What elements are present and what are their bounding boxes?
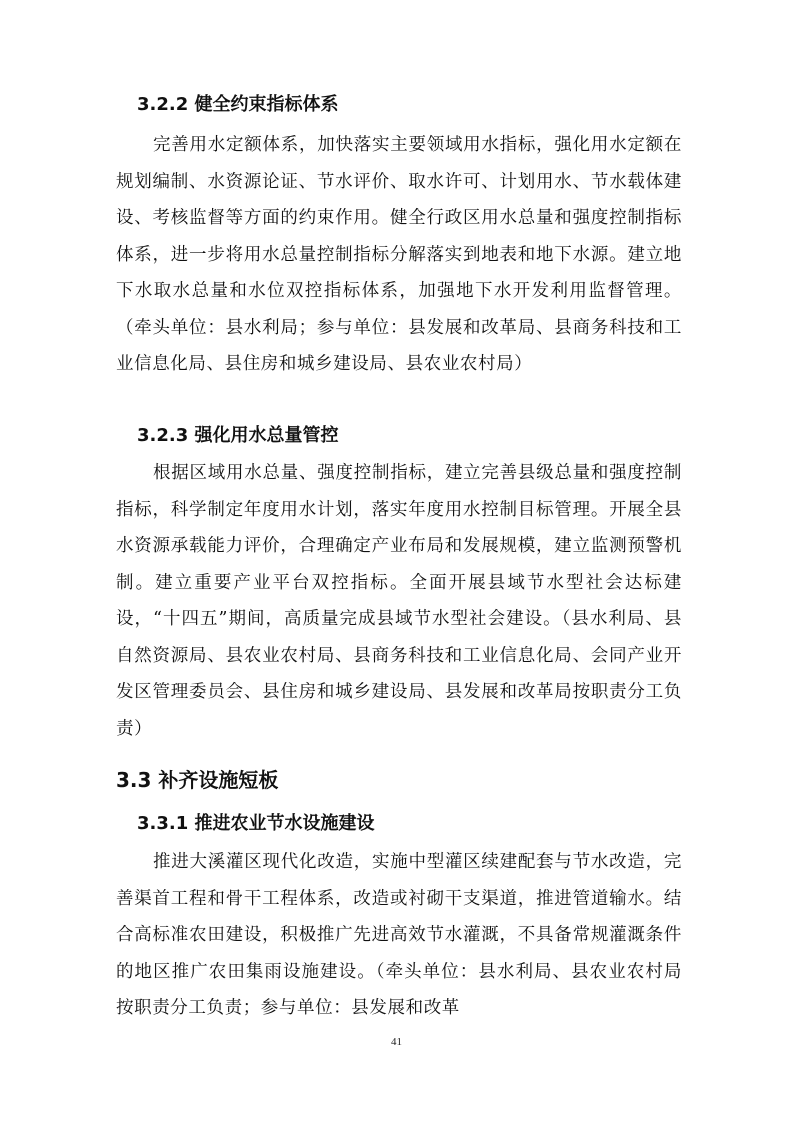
heading-3-2-3: 3.2.3 强化用水总量管控 (137, 425, 339, 446)
paragraph-3-2-2: 完善用水定额体系，加快落实主要领域用水指标，强化用水定额在规划编制、水资源论证、节水评价、取水许可、计划用水、节水载体建设、考核监督等方面的约束作用。健全行政区用水总量和强度控制指标体系，进一步将用水总量控制指标分解落实到地表和地下水源。建立地下水取水总量和水位双控指标体系，加强地下水开发利用监督管理。（牵头单位：县水利局；参与单位：县发展和改革局、县商务科技和工业信息化局、县住房和城乡建设局、县农业农村局） (116, 135, 682, 374)
paragraph-3-2-3: 根据区域用水总量、强度控制指标，建立完善县级总量和强度控制指标，科学制定年度用水计划，落实年度用水控制目标管理。开展全县水资源承载能力评价，合理确定产业布局和发展规模，建立监测预警机制。建立重要产业平台双控指标。全面开展县域节水型社会达标建设，“十四五”期间，高质量完成县域节水型社会建设。（县水利局、县自然资源局、县农业农村局、县商务科技和工业信息化局、会同产业开发区管理委员会、县住房和城乡建设局、县发展和改革局按职责分工负责） (116, 463, 682, 739)
heading-3-3-1: 3.3.1 推进农业节水设施建设 (137, 813, 375, 834)
heading-3-2-2: 3.2.2 健全约束指标体系 (137, 94, 339, 115)
heading-3-3: 3.3 补齐设施短板 (116, 768, 279, 792)
paragraph-3-3-1: 推进大溪灌区现代化改造，实施中型灌区续建配套与节水改造，完善渠首工程和骨干工程体系，改造或衬砌干支渠道，推进管道输水。结合高标准农田建设，积极推广先进高效节水灌溉，不具备常规灌溉条件的地区推广农田集雨设施建设。（牵头单位：县水利局、县农业农村局按职责分工负责；参与单位：县发展和改革 (116, 852, 682, 1018)
page-number: 41 (391, 1036, 402, 1048)
